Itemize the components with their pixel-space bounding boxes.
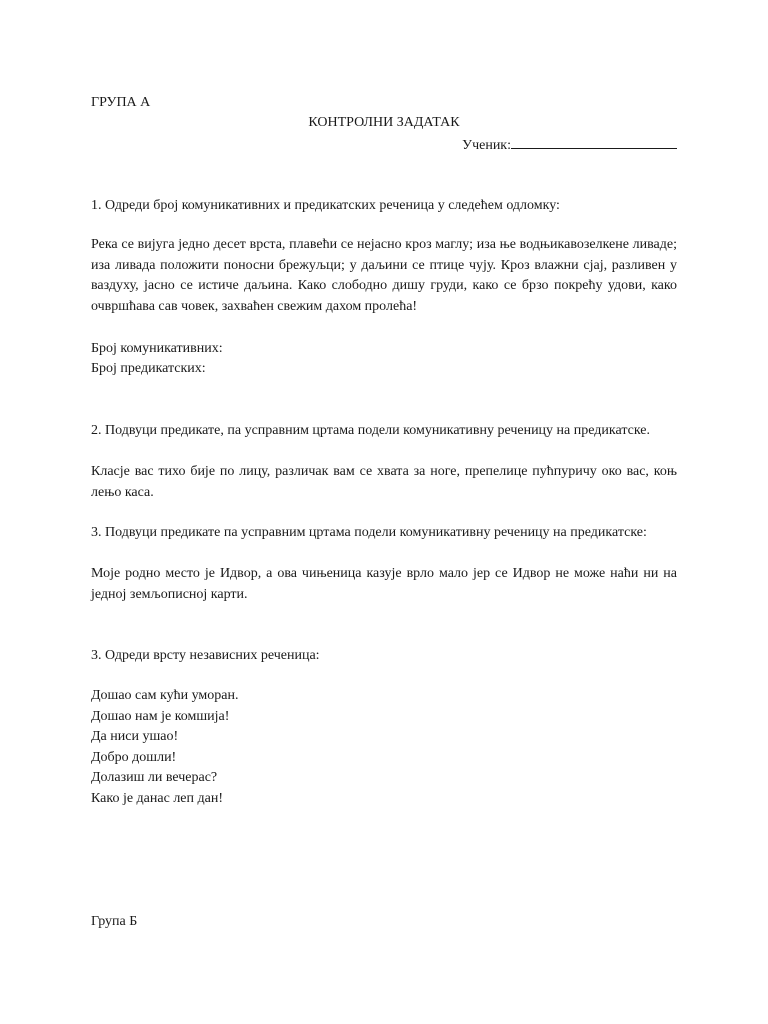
task1-count-predicative: Број предикатских:: [91, 361, 206, 376]
task3-prompt: 3. Подвуци предикате па усправним цртама подели комуникативну реченицу на предикатске:: [91, 525, 647, 540]
task1-count-communicative: Број комуникативних:: [91, 341, 223, 356]
task4-sentence: Долазиш ли вечерас?: [91, 770, 218, 785]
task1-prompt: 1. Одреди број комуникативних и предикатских реченица у следећем одломку:: [91, 198, 560, 213]
task4-sentence: Дошао сам кући уморан.: [91, 688, 239, 703]
student-name-blank: [511, 134, 677, 149]
student-field: [462, 134, 677, 156]
task2-sentence: Класје вас тихо бије по лицу, различак вам се хвата за ноге, препелице пућпуричу око вас, коњ лењо каса.: [91, 464, 677, 500]
task2-prompt: 2. Подвуци предикате, па усправним цртама подели комуникативну реченицу на предикатске.: [91, 423, 651, 438]
task4-sentence: Дошао нам је комшија!: [91, 709, 230, 724]
group-b-label: Група Б: [91, 914, 138, 929]
task4-sentence: Како је данас леп дан!: [91, 791, 224, 806]
group-a-label: ГРУПА А: [91, 95, 151, 110]
task4-prompt: 3. Одреди врсту независних реченица:: [91, 648, 320, 663]
task4-sentence: Добро дошли!: [91, 750, 177, 765]
task3-sentence: Моје родно место је Идвор, а ова чињеница казује врло мало јер се Идвор не може наћи ни на једној земљописној карти.: [91, 566, 677, 602]
document-title: КОНТРОЛНИ ЗАДАТАК: [308, 115, 460, 130]
task4-sentence: Да ниси ушао!: [91, 729, 179, 744]
student-label: Ученик:: [462, 138, 511, 153]
task1-passage: Река се вијуга једно десет врста, плавећи се нејасно кроз маглу; иза ње водњикавозелкене ливаде; иза ливада положити поносни брежуљци; у даљини се птице чују. Кроз влажни сјај, разливен у ваздуху, јасно се истиче даљина. Како слободно дишу груди, како се брзо покрећу удови, како очвршћава сав човек, захваћен свежим дахом пролећа!: [91, 237, 677, 314]
